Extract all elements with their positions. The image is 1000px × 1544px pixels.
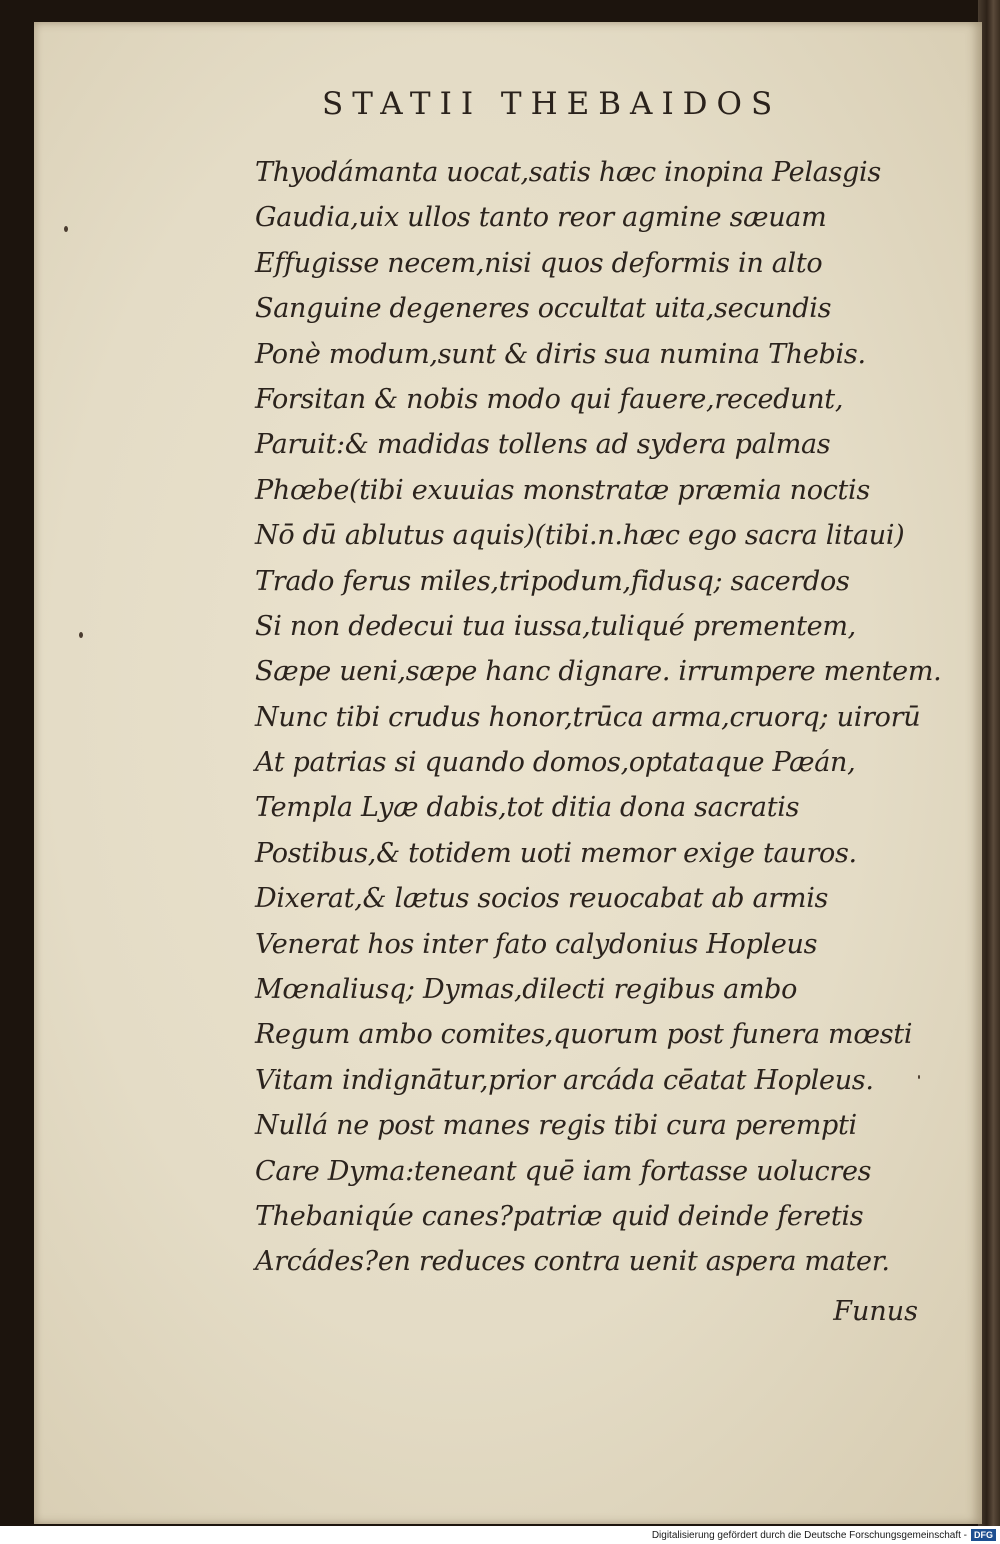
verse-line: Regum ambo comites,quorum post funera mœsti (255, 1019, 913, 1051)
ink-speck (79, 632, 83, 638)
verse-line: Sæpe ueni,sæpe hanc dignare. irrumpere mentem. (255, 656, 942, 688)
verse-line: Trado ferus miles,tripodum,fidusq; sacerdos (255, 565, 850, 597)
verse-line: At patrias si quando domos,optataque Pæán, (255, 747, 856, 779)
verse-line: Nō dū ablutus aquis)(tibi.n.hæc ego sacra litaui) (255, 520, 905, 552)
verse-line: Forsitan & nobis modo qui fauere,recedunt, (255, 383, 844, 415)
verse-line: Ponè modum,sunt & diris sua numina Thebis. (255, 338, 866, 370)
verse-line: Mœnaliusq; Dymas,dilecti regibus ambo (255, 974, 798, 1006)
verse-line: Dixerat,& lætus socios reuocabat ab armis (255, 883, 829, 915)
catchword: Funus (833, 1296, 918, 1327)
ink-speck (918, 1075, 920, 1079)
verse-list (255, 150, 941, 1285)
verse-line: Paruit:& madidas tollens ad sydera palmas (255, 429, 831, 461)
verse-line: Si non dedecui tua iussa,tuliqué prementem, (255, 610, 856, 642)
verse-line: Thyodámanta uocat,satis hæc inopina Pelasgis (255, 157, 881, 188)
verse-line: Vitam indignātur,prior arcáda cēatat Hopleus. (255, 1064, 874, 1096)
verse-line: Postibus,& totidem uoti memor exige tauros. (255, 837, 857, 869)
footer-credit-bar (0, 1526, 1000, 1544)
verse-line: Templa Lyæ dabis,tot ditia dona sacratis (255, 792, 800, 824)
verse-line: Phœbe(tibi exuuias monstratæ præmia noctis (255, 474, 870, 506)
verse-line: Venerat hos inter fato calydonius Hopleus (255, 928, 818, 960)
verse-line: Gaudia,uix ullos tanto reor agmine sæuam (255, 202, 827, 234)
verse-line: Arcádes?en reduces contra uenit aspera mater. (255, 1246, 890, 1278)
verse-line: Care Dyma:teneant quē iam fortasse uolucres (255, 1155, 872, 1187)
running-head: STATII THEBAIDOS (322, 86, 782, 122)
verse-line: Sanguine degeneres occultat uita,secundis (255, 293, 832, 325)
verse-line: Thebaniqúe canes?patriæ quid deinde feretis (255, 1200, 864, 1232)
ink-speck (64, 226, 68, 232)
verse-line: Nunc tibi crudus honor,trūca arma,cruorq; uirorū (255, 701, 921, 733)
footer-credit-text: Digitalisierung gefördert durch die Deutsche Forschungsgemeinschaft - (651, 1529, 967, 1541)
verse-line: Effugisse necem,nisi quos deformis in alto (255, 247, 823, 279)
dfg-logo: DFG (971, 1529, 996, 1541)
verse-line: Nullá ne post manes regis tibi cura perempti (255, 1110, 857, 1142)
